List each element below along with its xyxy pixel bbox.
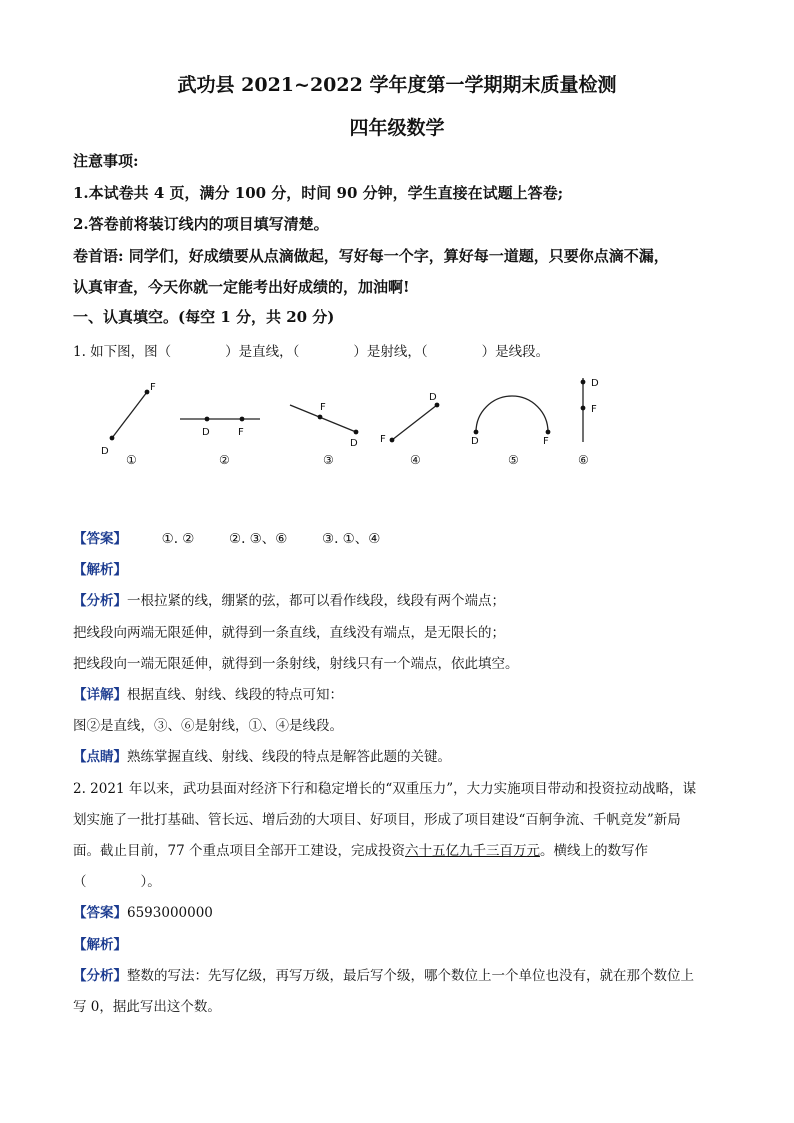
q1-answer-1: ①. ②: [161, 531, 195, 547]
fig5-label-a: D: [471, 436, 479, 447]
q1-answer-tag: 【答案】: [73, 531, 127, 547]
q2-line-3: [73, 839, 648, 859]
q2-line-2: 划实施了一批打基础、管长远、增后劲的大项目、好项目，形成了项目建设“百舸争流、千帆竞发”新局: [73, 812, 681, 828]
q1-fenxi-2: 把线段向两端无限延伸，就得到一条直线，直线没有端点，是无限长的；: [73, 625, 505, 641]
preface-line-1: 卷首语: 同学们，好成绩要从点滴做起，写好每一个字，算好每一道题，只要你点滴不漏，: [73, 247, 669, 265]
q1-fenxi-1: [73, 589, 505, 609]
fig1-number: ①: [126, 453, 137, 467]
q1-analysis-tag: 【解析】: [73, 562, 127, 578]
fig1-segment: [112, 392, 147, 438]
notes-heading: 注意事项:: [73, 152, 139, 170]
fig2-label-b: F: [238, 427, 244, 438]
fig2-label-a: D: [202, 427, 210, 438]
fig5-number: ⑤: [508, 453, 519, 467]
q2-fenxi-1: [73, 964, 694, 984]
q1-detail-tag: 【详解】: [73, 687, 127, 703]
q1-answer-3: ③. ①、④: [321, 531, 381, 547]
fig5-arc: [476, 396, 548, 432]
q1-answer-row: [73, 527, 380, 547]
q1-point-text: 熟练掌握直线、射线、线段的特点是解答此题的关键。: [127, 749, 451, 765]
q1-detail-1: [73, 683, 343, 703]
page-subtitle: 四年级数学: [349, 117, 445, 139]
fig4-label-b: F: [380, 434, 386, 445]
fig6-number: ⑥: [578, 453, 589, 467]
fig3-label-a: F: [320, 402, 326, 413]
fig3-label-b: D: [350, 438, 358, 449]
q1-stem: 1. 如下图，图（ ）是直线，（ ）是射线，（ ）是线段。: [73, 344, 550, 360]
fig1-label-b: D: [101, 446, 109, 457]
q1-figures: [80, 372, 620, 472]
q2-answer-row: [73, 901, 213, 921]
q1-answer-2: ②. ③、⑥: [228, 531, 288, 547]
q2-analysis-tag: 【解析】: [73, 937, 127, 953]
fig4-segment: [392, 405, 437, 440]
q1-point: [73, 745, 451, 765]
q2-line-1: 2. 2021 年以来，武功县面对经济下行和稳定增长的“双重压力”，大力实施项目带动和投资拉动战略，谋: [73, 781, 697, 797]
q2-line-3-post: 。横线上的数写作: [539, 843, 648, 859]
fig4-number: ④: [410, 453, 421, 467]
fig4-label-a: D: [429, 392, 437, 403]
q1-point-tag: 【点睛】: [73, 749, 127, 765]
page-title: 武功县 2021~2022 学年度第一学期期末质量检测: [177, 74, 617, 96]
q1-detail-2: 图②是直线，③、⑥是射线，①、④是线段。: [73, 718, 343, 734]
q2-fenxi-2: 写 0，据此写出这个数。: [73, 999, 221, 1015]
q2-underlined-number: 六十五亿九千三百万元: [404, 843, 540, 859]
fig6-label-a: D: [591, 378, 599, 389]
fig2-number: ②: [219, 453, 230, 467]
q2-fenxi-text-1: 整数的写法：先写亿级，再写万级，最后写个级，哪个数位上一个单位也没有，就在那个数位上: [127, 968, 694, 984]
preface-line-2: 认真审查，今天你就一定能考出好成绩的，加油啊!: [73, 278, 410, 296]
q2-answer-tag: 【答案】: [73, 905, 127, 921]
q1-fenxi-text-1: 一根拉紧的线，绷紧的弦，都可以看作线段，线段有两个端点；: [127, 593, 505, 609]
q2-answer: 6593000000: [127, 905, 213, 921]
fig5-label-b: F: [543, 436, 549, 447]
fig1-label-a: F: [150, 382, 156, 393]
notes-item-1: 1.本试卷共 4 页，满分 100 分，时间 90 分钟，学生直接在试题上答卷;: [73, 184, 564, 202]
q1-fenxi-tag: 【分析】: [73, 593, 127, 609]
section-heading: 一、认真填空。(每空 1 分，共 20 分): [73, 308, 335, 326]
fig6-label-b: F: [591, 404, 597, 415]
q2-line-3-pre: 面。截止目前，77 个重点项目全部开工建设，完成投资: [73, 843, 405, 859]
notes-item-2: 2.答卷前将装订线内的项目填写清楚。: [73, 215, 329, 233]
q2-fenxi-tag: 【分析】: [73, 968, 127, 984]
fig3-number: ③: [323, 453, 334, 467]
q2-line-4: （ ）。: [73, 874, 161, 890]
q1-detail-text-1: 根据直线、射线、线段的特点可知：: [127, 687, 343, 703]
q1-fenxi-3: 把线段向一端无限延伸，就得到一条射线，射线只有一个端点，依此填空。: [73, 656, 519, 672]
